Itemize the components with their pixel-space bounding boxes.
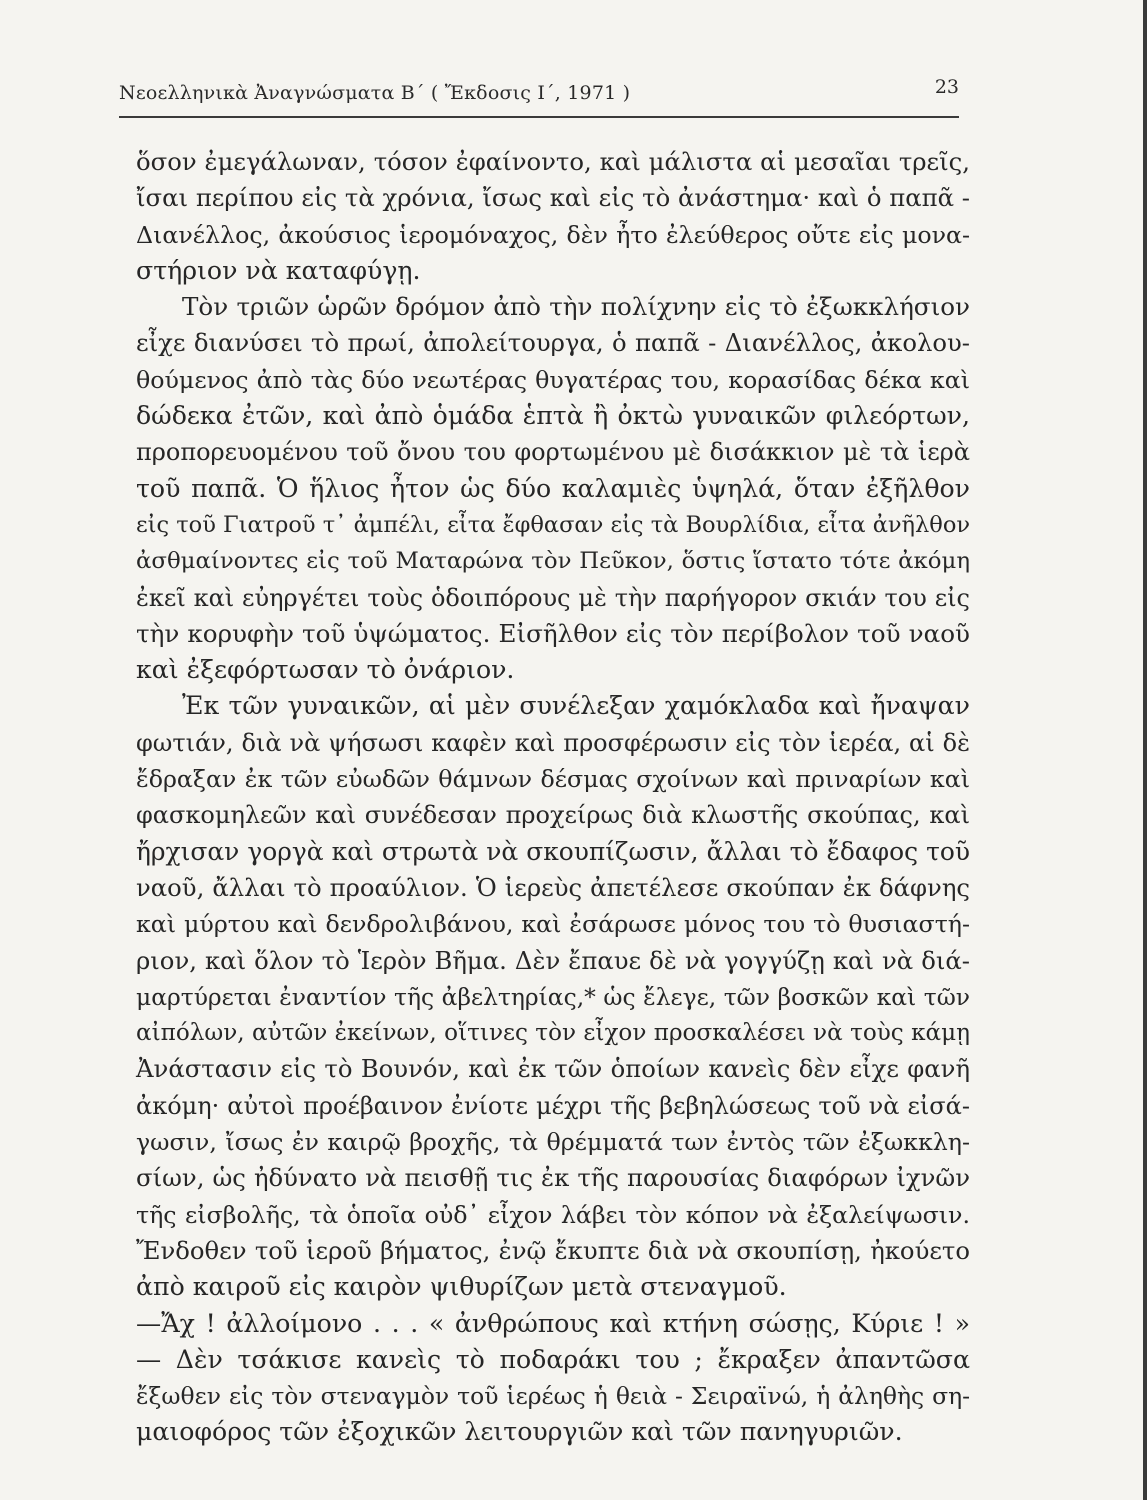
page-number: 23 xyxy=(934,76,959,98)
text-line: Ἐκ τῶν γυναικῶν, αἱ μὲν συνέλεξαν χαμόκλαδα καὶ ἤναψαν xyxy=(182,691,970,721)
running-header xyxy=(119,76,959,112)
text-line: τοῦ παπᾶ. Ὁ ἥλιος ἦτον ὡς δύο καλαμιὲς ὑψηλά, ὅταν ἐξῆλθον xyxy=(136,473,970,503)
text-line: Ἀνάστασιν εἰς τὸ Βουνόν, καὶ ἐκ τῶν ὁποίων κανεὶς δὲν εἶχε φανῆ xyxy=(136,1054,970,1084)
header-title: Νεοελληνικὰ Ἀναγνώσματα Β΄ ( Ἔκδοσις Ι΄, 1971 ) xyxy=(119,82,631,104)
body-text xyxy=(136,144,970,1451)
text-line: μαιοφόρος τῶν ἐξοχικῶν λειτουργιῶν καὶ τῶν πανηγυριῶν. xyxy=(136,1417,903,1447)
text-line: μαρτύρεται ἐναντίον τῆς ἀβελτηρίας,* ὡς ἔλεγε, τῶν βοσκῶν καὶ τῶν xyxy=(136,982,970,1011)
text-line: ριον, καὶ ὅλον τὸ Ἱερὸν Βῆμα. Δὲν ἔπαυε δὲ νὰ γογγύζῃ καὶ νὰ διά- xyxy=(136,945,970,975)
text-line: στήριον νὰ καταφύγῃ. xyxy=(136,255,421,285)
text-line: φασκομηλεῶν καὶ συνέδεσαν προχείρως διὰ κλωστῆς σκούπας, καὶ xyxy=(136,801,970,830)
text-line: τὴν κορυφὴν τοῦ ὑψώματος. Εἰσῆλθον εἰς τὸν περίβολον τοῦ ναοῦ xyxy=(136,618,970,648)
text-line: ἤρχισαν γοργὰ καὶ στρωτὰ νὰ σκουπίζωσιν, ἄλλαι τὸ ἔδαφος τοῦ xyxy=(136,836,970,866)
text-line: θούμενος ἀπὸ τὰς δύο νεωτέρας θυγατέρας του, κορασίδας δέκα καὶ xyxy=(136,365,970,394)
text-line: προπορευομένου τοῦ ὄνου του φορτωμένου μὲ δισάκκιον μὲ τὰ ἱερὰ xyxy=(136,438,970,467)
text-line: ἴσαι περίπου εἰς τὰ χρόνια, ἴσως καὶ εἰς τὸ ἀνάστημα· καὶ ὁ παπᾶ - xyxy=(136,183,970,213)
text-line: τῆς εἰσβολῆς, τὰ ὁποῖα οὐδ᾿ εἶχον λάβει τὸν κόπον νὰ ἐξαλείψωσιν. xyxy=(136,1200,970,1229)
text-line: — Δὲν τσάκισε κανεὶς τὸ ποδαράκι του ; ἔκραξεν ἀπαντῶσα xyxy=(136,1344,970,1374)
text-line: ἀσθμαίνοντες εἰς τοῦ Ματαρώνα τὸν Πεῦκον, ὅστις ἵστατο τότε ἀκόμη xyxy=(136,548,970,575)
text-line: ἔδραξαν ἐκ τῶν εὐωδῶν θάμνων δέσμας σχοίνων καὶ πριναρίων καὶ xyxy=(136,765,970,794)
text-line: ἀπὸ καιροῦ εἰς καιρὸν ψιθυρίζων μετὰ στεναγμοῦ. xyxy=(136,1272,787,1302)
text-line: Τὸν τριῶν ὡρῶν δρόμον ἀπὸ τὴν πολίχνην εἰς τὸ ἐξωκκλήσιον xyxy=(182,292,970,322)
text-line: ἀκόμη· αὐτοὶ προέβαινον ἐνίοτε μέχρι τῆς βεβηλώσεως τοῦ νὰ εἰσά- xyxy=(136,1091,970,1120)
page-edge-shadow xyxy=(1143,0,1147,1500)
text-line: σίων, ὡς ἠδύνατο νὰ πεισθῇ τις ἐκ τῆς παρουσίας διαφόρων ἰχνῶν xyxy=(136,1163,970,1193)
text-line: ναοῦ, ἄλλαι τὸ προαύλιον. Ὁ ἱερεὺς ἀπετέλεσε σκούπαν ἐκ δάφνης xyxy=(136,872,970,902)
text-line: ἔξωθεν εἰς τὸν στεναγμὸν τοῦ ἱερέως ἡ θειὰ - Σειραϊνώ, ἡ ἀληθὴς ση- xyxy=(136,1382,970,1411)
text-line: δώδεκα ἐτῶν, καὶ ἀπὸ ὁμάδα ἑπτὰ ἢ ὀκτὼ γυναικῶν φιλεόρτων, xyxy=(136,401,970,431)
text-line: καὶ ἐξεφόρτωσαν τὸ ὀνάριον. xyxy=(136,655,515,685)
text-line: καὶ μύρτου καὶ δενδρολιβάνου, καὶ ἐσάρωσε μόνος του τὸ θυσιαστή- xyxy=(136,910,970,939)
text-line: Ἔνδοθεν τοῦ ἱεροῦ βήματος, ἐνῷ ἔκυπτε διὰ νὰ σκουπίσῃ, ἠκούετο xyxy=(136,1235,970,1265)
text-line: αἰπόλων, αὐτῶν ἐκείνων, οἵτινες τὸν εἶχον προσκαλέσει νὰ τοὺς κάμῃ xyxy=(136,1020,970,1047)
text-line: εἶχε διανύσει τὸ πρωί, ἀπολείτουργα, ὁ παπᾶ - Διανέλλος, ἀκολου- xyxy=(136,328,970,358)
text-line: ὅσον ἐμεγάλωναν, τόσον ἐφαίνοντο, καὶ μάλιστα αἱ μεσαῖαι τρεῖς, xyxy=(136,147,970,176)
text-line: —Ἄχ ! ἀλλοίμονο . . . « ἀνθρώπους καὶ κτήνη σώσῃς, Κύριε ! » xyxy=(136,1308,970,1338)
text-line: Διανέλλος, ἀκούσιος ἱερομόναχος, δὲν ἦτο ἐλεύθερος οὔτε εἰς μονα- xyxy=(136,220,970,249)
text-line: εἰς τοῦ Γιατροῦ τ᾿ ἀμπέλι, εἶτα ἔφθασαν εἰς τὰ Βουρλίδια, εἶτα ἀνῆλθον xyxy=(136,511,971,538)
header-rule xyxy=(119,116,959,118)
text-line: ἐκεῖ καὶ εὐηργέτει τοὺς ὁδοιπόρους μὲ τὴν παρήγορον σκιάν του εἰς xyxy=(136,583,970,612)
text-line: φωτιάν, διὰ νὰ ψήσωσι καφὲν καὶ προσφέρωσιν εἰς τὸν ἱερέα, αἱ δὲ xyxy=(136,728,970,757)
text-line: γωσιν, ἴσως ἐν καιρῷ βροχῆς, τὰ θρέμματά των ἐντὸς τῶν ἐξωκκλη- xyxy=(136,1128,970,1157)
